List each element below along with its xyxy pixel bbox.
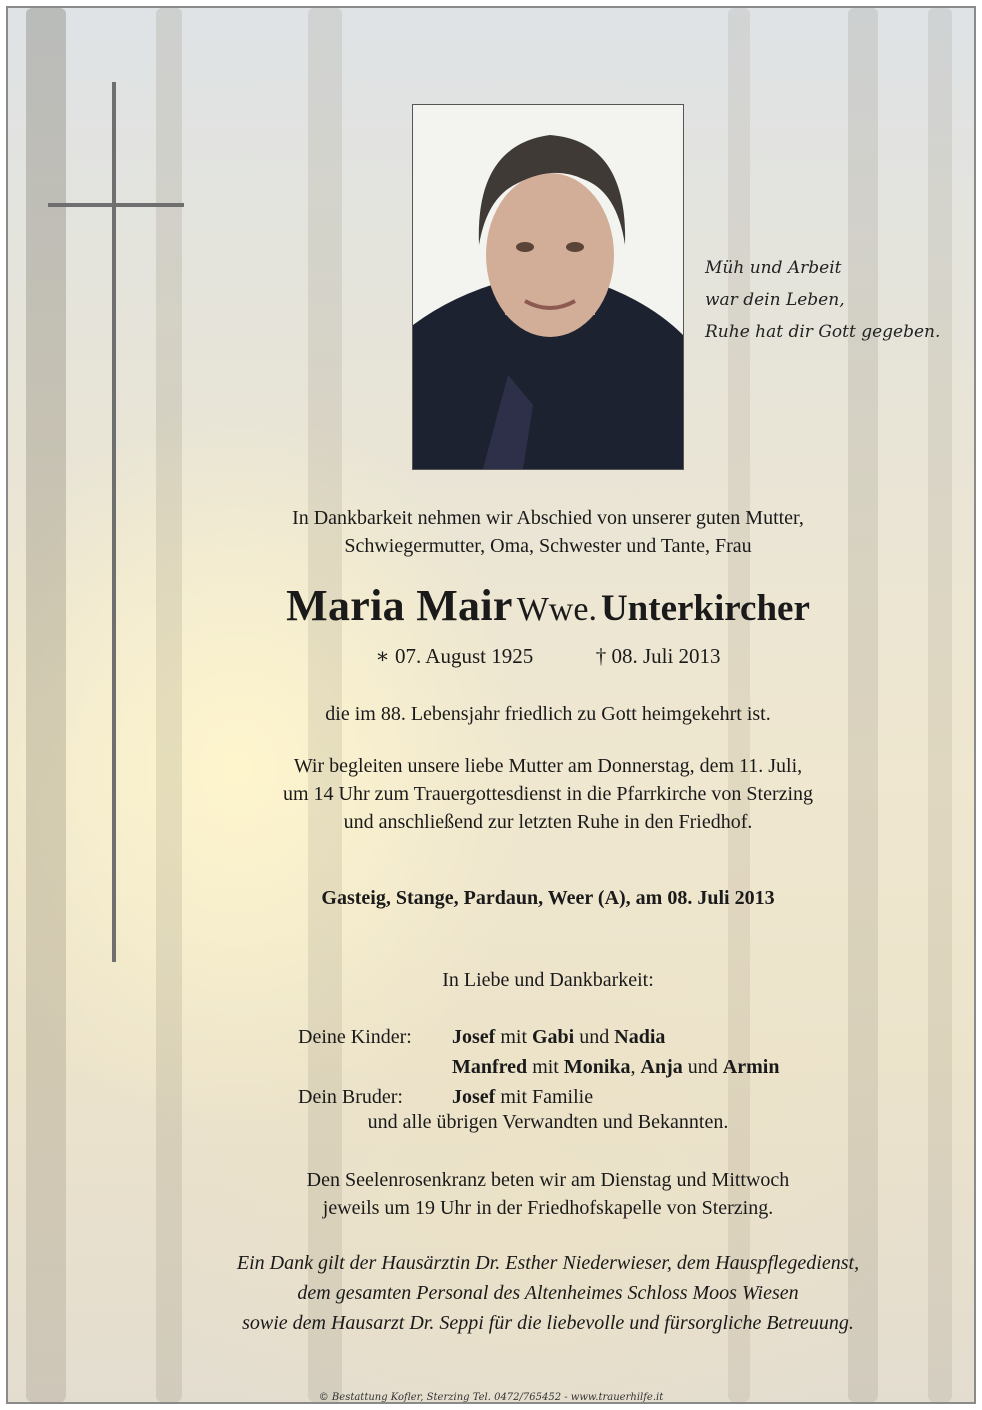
- name-first: Maria Mair: [286, 581, 513, 630]
- love-line: In Liebe und Dankbarkeit:: [442, 969, 654, 991]
- kid-name: Manfred: [452, 1056, 528, 1078]
- poem-line: Ruhe hat dir Gott gegeben.: [705, 322, 941, 342]
- funeral-line: und anschließend zur letzten Ruhe in den Friedhof.: [343, 811, 753, 833]
- thanks-line: Ein Dank gilt der Hausärztin Dr. Esther Niederwieser, dem Hauspflegedienst,: [236, 1252, 860, 1274]
- kids-label: Deine Kinder:: [298, 1026, 412, 1048]
- grandchild-name: Armin: [722, 1056, 780, 1078]
- grandchild-name: Anja: [640, 1056, 683, 1078]
- intro-line: Schwiegermutter, Oma, Schwester und Tante, Frau: [344, 535, 752, 557]
- obituary-card: [6, 6, 976, 1404]
- portrait-photo: [412, 104, 684, 470]
- connector-text: und: [682, 1056, 723, 1078]
- family-row-kids-2: [298, 1052, 938, 1082]
- footer-credit: © Bestattung Kofler, Sterzing Tel. 0472/765452 - www.trauerhilfe.it: [318, 1392, 664, 1403]
- kid-name: Josef: [452, 1026, 496, 1048]
- brother-label: Dein Bruder:: [298, 1086, 403, 1108]
- rosary-line: Den Seelenrosenkranz beten wir am Dienstag und Mittwoch: [306, 1169, 790, 1191]
- funeral-line: Wir begleiten unsere liebe Mutter am Donnerstag, dem 11. Juli,: [293, 755, 803, 777]
- background-tree: [26, 8, 66, 1402]
- thanks-text: [128, 1248, 968, 1338]
- connector-text: mit: [495, 1026, 532, 1048]
- deceased-name: [128, 580, 968, 631]
- funeral-info: [128, 752, 968, 836]
- cross-icon-vertical: [112, 82, 116, 962]
- intro-line: In Dankbarkeit nehmen wir Abschied von unserer guten Mutter,: [292, 507, 804, 529]
- age-line: die im 88. Lebensjahr friedlich zu Gott heimgekehrt ist.: [325, 703, 771, 725]
- brother-name: Josef: [452, 1086, 496, 1108]
- connector-text: mit: [527, 1056, 564, 1078]
- relatives-line: und alle übrigen Verwandten und Bekannten.: [367, 1111, 729, 1133]
- place-date: Gasteig, Stange, Pardaun, Weer (A), am 08. Juli 2013: [321, 887, 775, 909]
- rosary-info: [128, 1166, 968, 1222]
- birth-date: ∗ 07. August 1925: [375, 644, 534, 668]
- spouse-name: Gabi: [532, 1026, 575, 1048]
- thanks-line: dem gesamten Personal des Altenheimes Schloss Moos Wiesen: [297, 1282, 799, 1304]
- connector-text: mit Familie: [495, 1086, 594, 1108]
- poem-line: Müh und Arbeit: [705, 258, 842, 278]
- family-list: [298, 1022, 938, 1112]
- connector-text: ,: [630, 1056, 641, 1078]
- grandchild-name: Nadia: [614, 1026, 666, 1048]
- cross-icon-horizontal: [48, 203, 184, 207]
- family-row-kids: [298, 1022, 938, 1052]
- name-married: Unterkircher: [600, 588, 810, 629]
- intro-text: [128, 504, 968, 560]
- life-dates: [128, 644, 968, 669]
- rosary-line: jeweils um 19 Uhr in der Friedhofskapelle von Sterzing.: [322, 1197, 774, 1219]
- connector-text: und: [574, 1026, 615, 1048]
- thanks-line: sowie dem Hausarzt Dr. Seppi für die liebevolle und fürsorgliche Betreuung.: [242, 1312, 854, 1334]
- poem-line: war dein Leben,: [705, 290, 845, 310]
- poem-verse: [705, 252, 976, 348]
- death-date: † 08. Juli 2013: [595, 644, 721, 668]
- name-widow: Wwe.: [516, 591, 597, 628]
- funeral-line: um 14 Uhr zum Trauergottesdienst in die Pfarrkirche von Sterzing: [282, 783, 814, 805]
- spouse-name: Monika: [563, 1056, 631, 1078]
